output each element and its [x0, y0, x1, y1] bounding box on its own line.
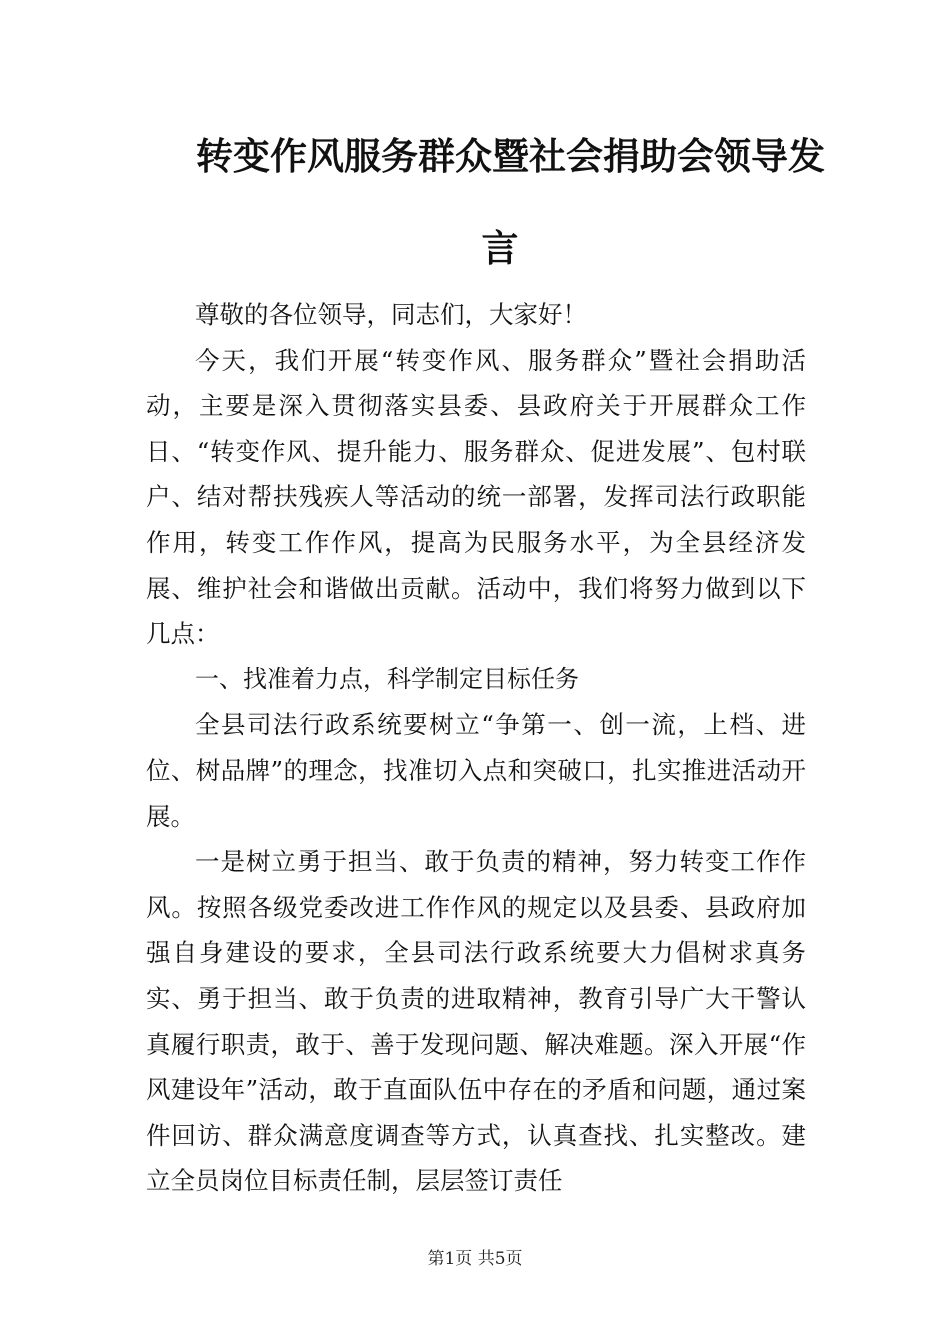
document-title-line-1: 转变作风服务群众暨社会捐助会领导发	[196, 134, 825, 178]
section-1-paragraph-1: 全县司法行政系统要树立“争第一、创一流，上档、进位、树品牌”的理念，找准切入点和突破口，扎实推进活动开展。	[146, 710, 806, 831]
document-body	[146, 292, 806, 1204]
document-title-line-2: 言	[481, 226, 519, 270]
section-1-paragraph-2: 一是树立勇于担当、敢于负责的精神，努力转变工作作风。按照各级党委改进工作作风的规定以及县委、县政府加强自身建设的要求，全县司法行政系统要大力倡树求真务实、勇于担当、敢于负责的进取精神，教育引导广大干警认真履行职责，敢于、善于发现问题、解决难题。深入开展“作风建设年”活动，敢于直面队伍中存在的矛盾和问题，通过案件回访、群众满意度调查等方式，认真查找、扎实整改。建立全员岗位目标责任制，层层签订责任	[146, 847, 806, 1196]
section-heading-1: 一、找准着力点，科学制定目标任务	[195, 664, 579, 693]
greeting-paragraph: 尊敬的各位领导，同志们，大家好！	[195, 300, 587, 329]
intro-paragraph: 今天，我们开展“转变作风、服务群众”暨社会捐助活动，主要是深入贯彻落实县委、县政府关于开展群众工作日、“转变作风、提升能力、服务群众、促进发展”、包村联户、结对帮扶残疾人等活动的统一部署，发挥司法行政职能作用，转变工作作风，提高为民服务水平，为全县经济发展、维护社会和谐做出贡献。活动中，我们将努力做到以下几点：	[146, 345, 806, 649]
page-footer: 第1页 共5页	[427, 1249, 523, 1269]
